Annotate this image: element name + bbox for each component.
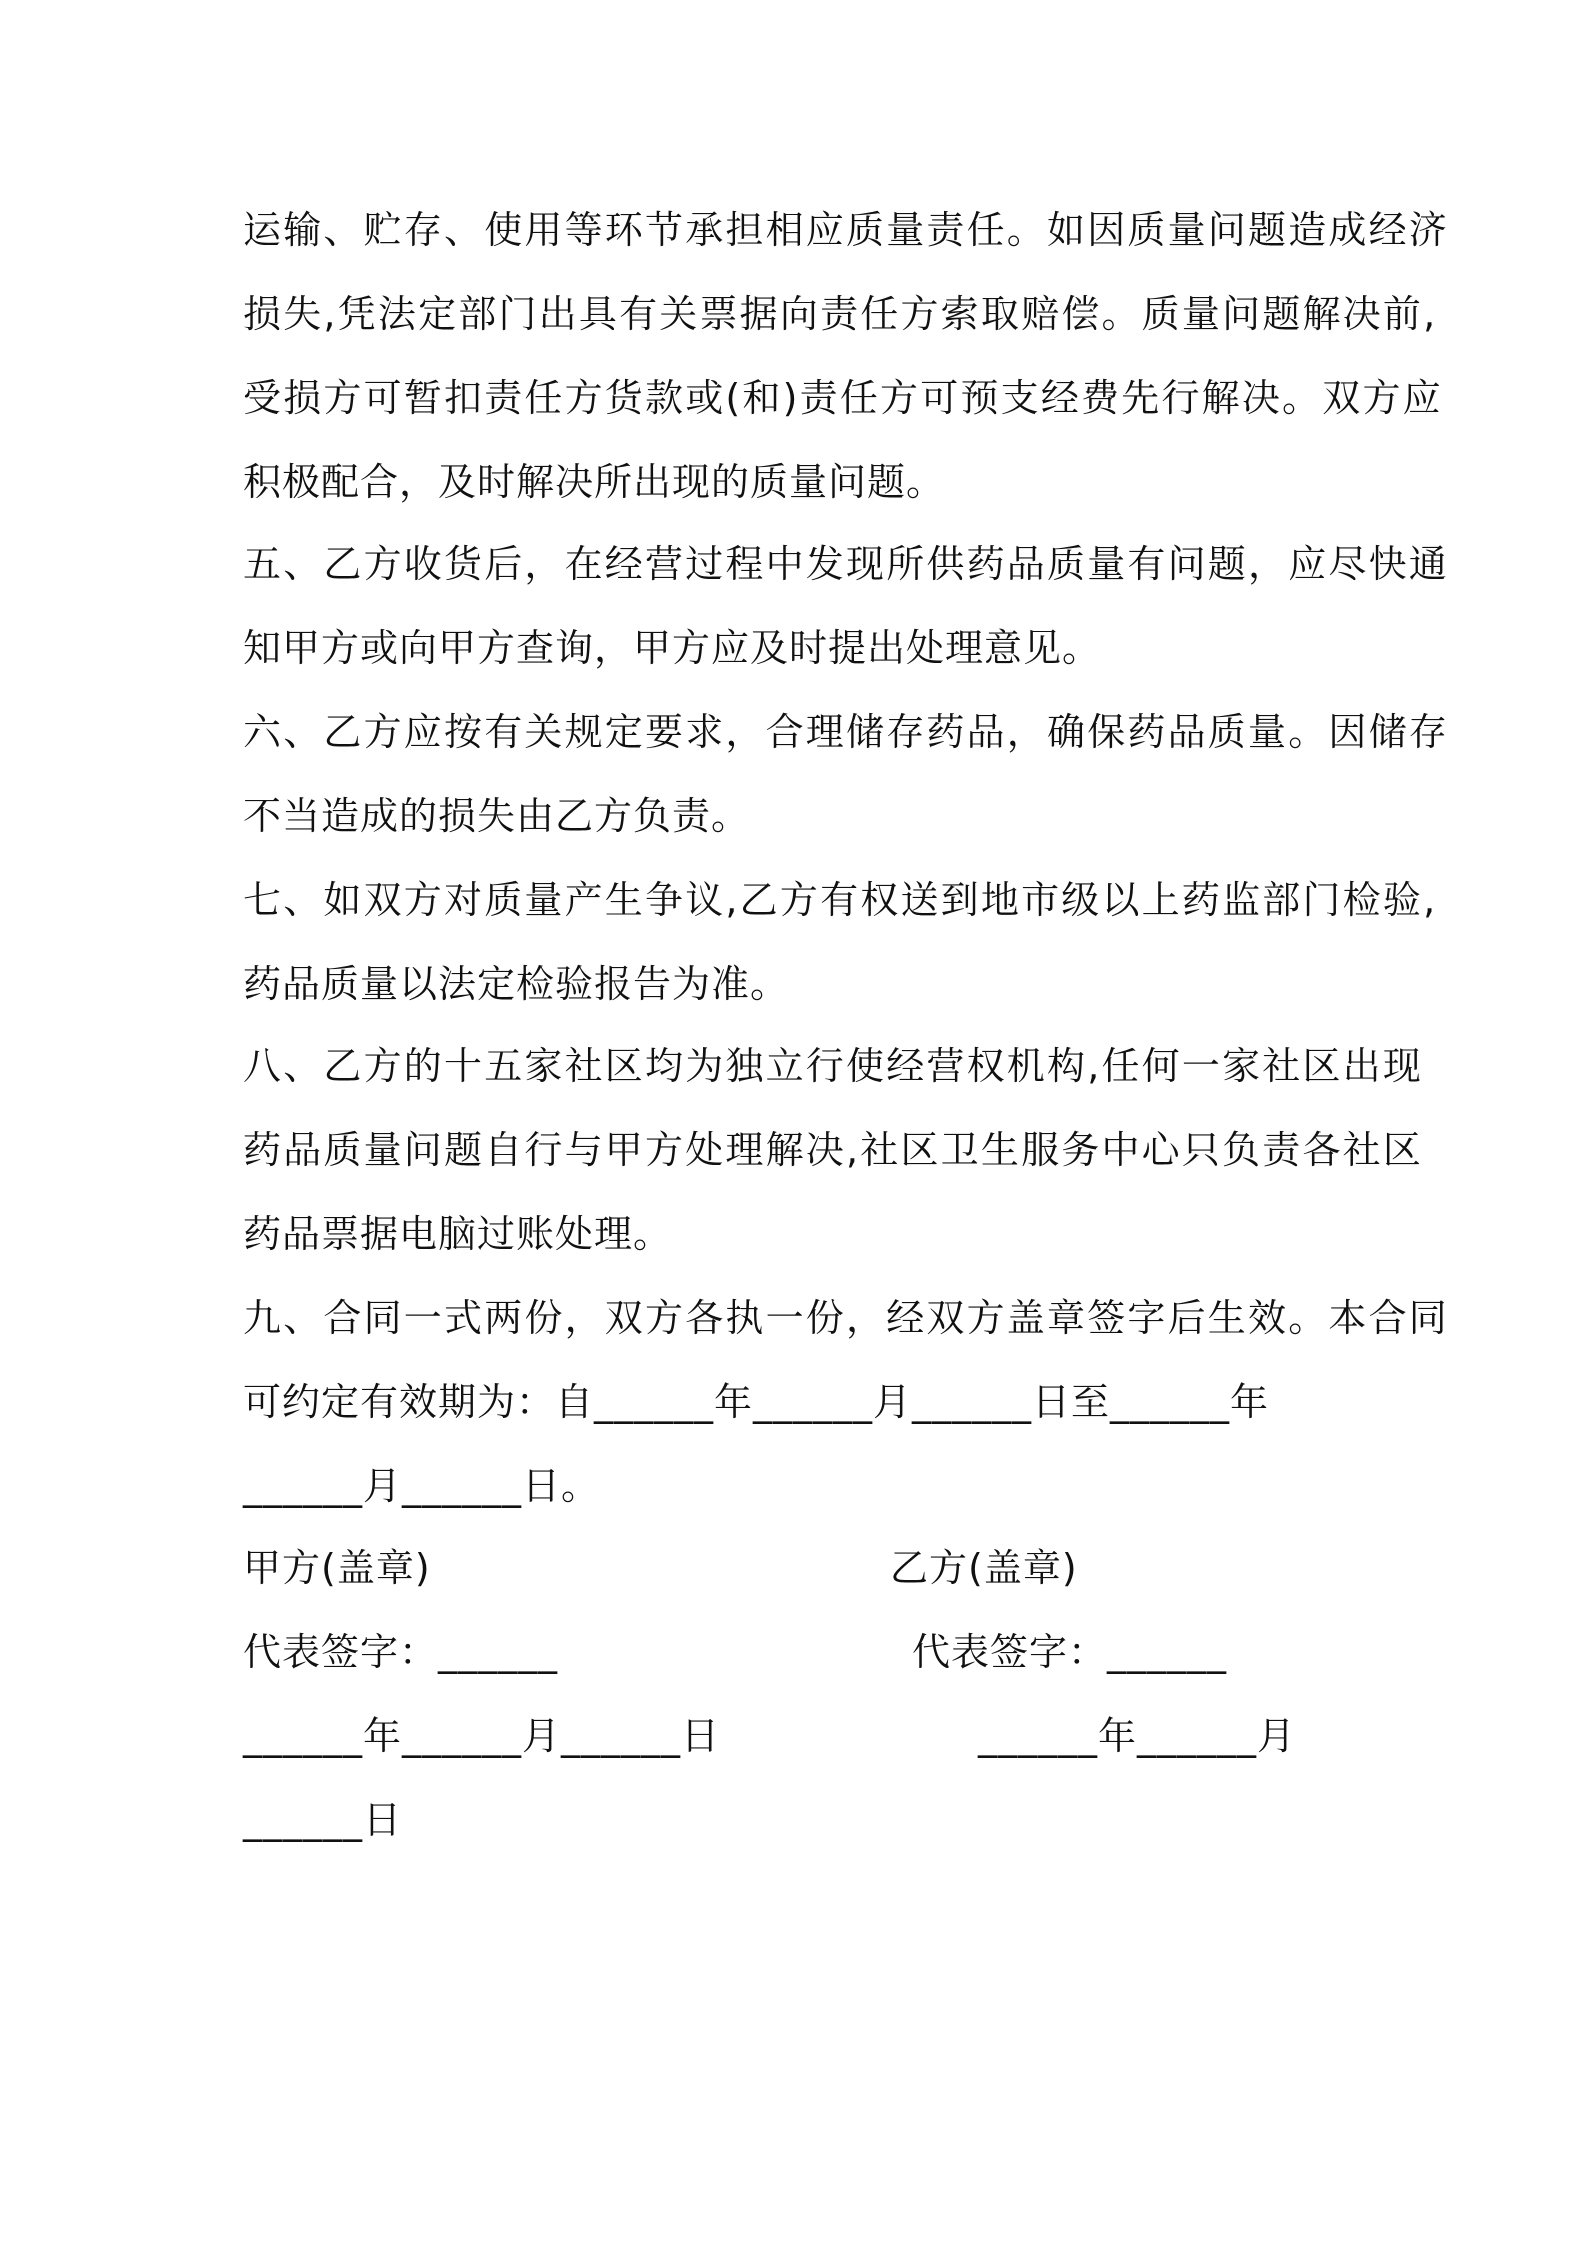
- party-a-date: ______年______月______日: [243, 1714, 721, 1758]
- clause-eight-line: 药品票据电脑过账处理。: [243, 1212, 673, 1256]
- party-b-date: ______年______月: [978, 1714, 1297, 1758]
- party-b-date-day: ______日: [243, 1798, 403, 1842]
- clause-nine-line: ______月______日。: [243, 1464, 601, 1508]
- paragraph-line: 受损方可暂扣责任方货款或(和)责任方可预支经费先行解决。双方应: [243, 376, 1443, 420]
- clause-five-line: 五、乙方收货后，在经营过程中发现所供药品质量有问题，应尽快通: [243, 542, 1450, 586]
- paragraph-line: 损失,凭法定部门出具有关票据向责任方索取赔偿。质量问题解决前,: [243, 292, 1438, 336]
- clause-six-line: 六、乙方应按有关规定要求，合理储存药品，确保药品质量。因储存: [243, 710, 1450, 754]
- clause-eight-line: 药品质量问题自行与甲方处理解决,社区卫生服务中心只负责各社区: [243, 1128, 1424, 1172]
- party-b-representative-signature: 代表签字：______: [912, 1630, 1228, 1674]
- clause-six-line: 不当造成的损失由乙方负责。: [243, 794, 751, 838]
- clause-nine-line: 可约定有效期为：自______年______月______日至______年: [243, 1380, 1270, 1424]
- clause-nine-line: 九、合同一式两份，双方各执一份，经双方盖章签字后生效。本合同: [243, 1296, 1450, 1340]
- paragraph-line: 运输、贮存、使用等环节承担相应质量责任。如因质量问题造成经济: [243, 208, 1450, 252]
- clause-seven-line: 七、如双方对质量产生争议,乙方有权送到地市级以上药监部门检验,: [243, 878, 1438, 922]
- party-a-representative-signature: 代表签字：______: [243, 1630, 559, 1674]
- clause-five-line: 知甲方或向甲方查询，甲方应及时提出处理意见。: [243, 626, 1102, 670]
- party-b-seal: 乙方(盖章): [890, 1546, 1078, 1590]
- clause-seven-line: 药品质量以法定检验报告为准。: [243, 962, 790, 1006]
- party-a-seal: 甲方(盖章): [243, 1546, 431, 1590]
- clause-eight-line: 八、乙方的十五家社区均为独立行使经营权机构,任何一家社区出现: [243, 1044, 1424, 1088]
- paragraph-line: 积极配合，及时解决所出现的质量问题。: [243, 460, 946, 504]
